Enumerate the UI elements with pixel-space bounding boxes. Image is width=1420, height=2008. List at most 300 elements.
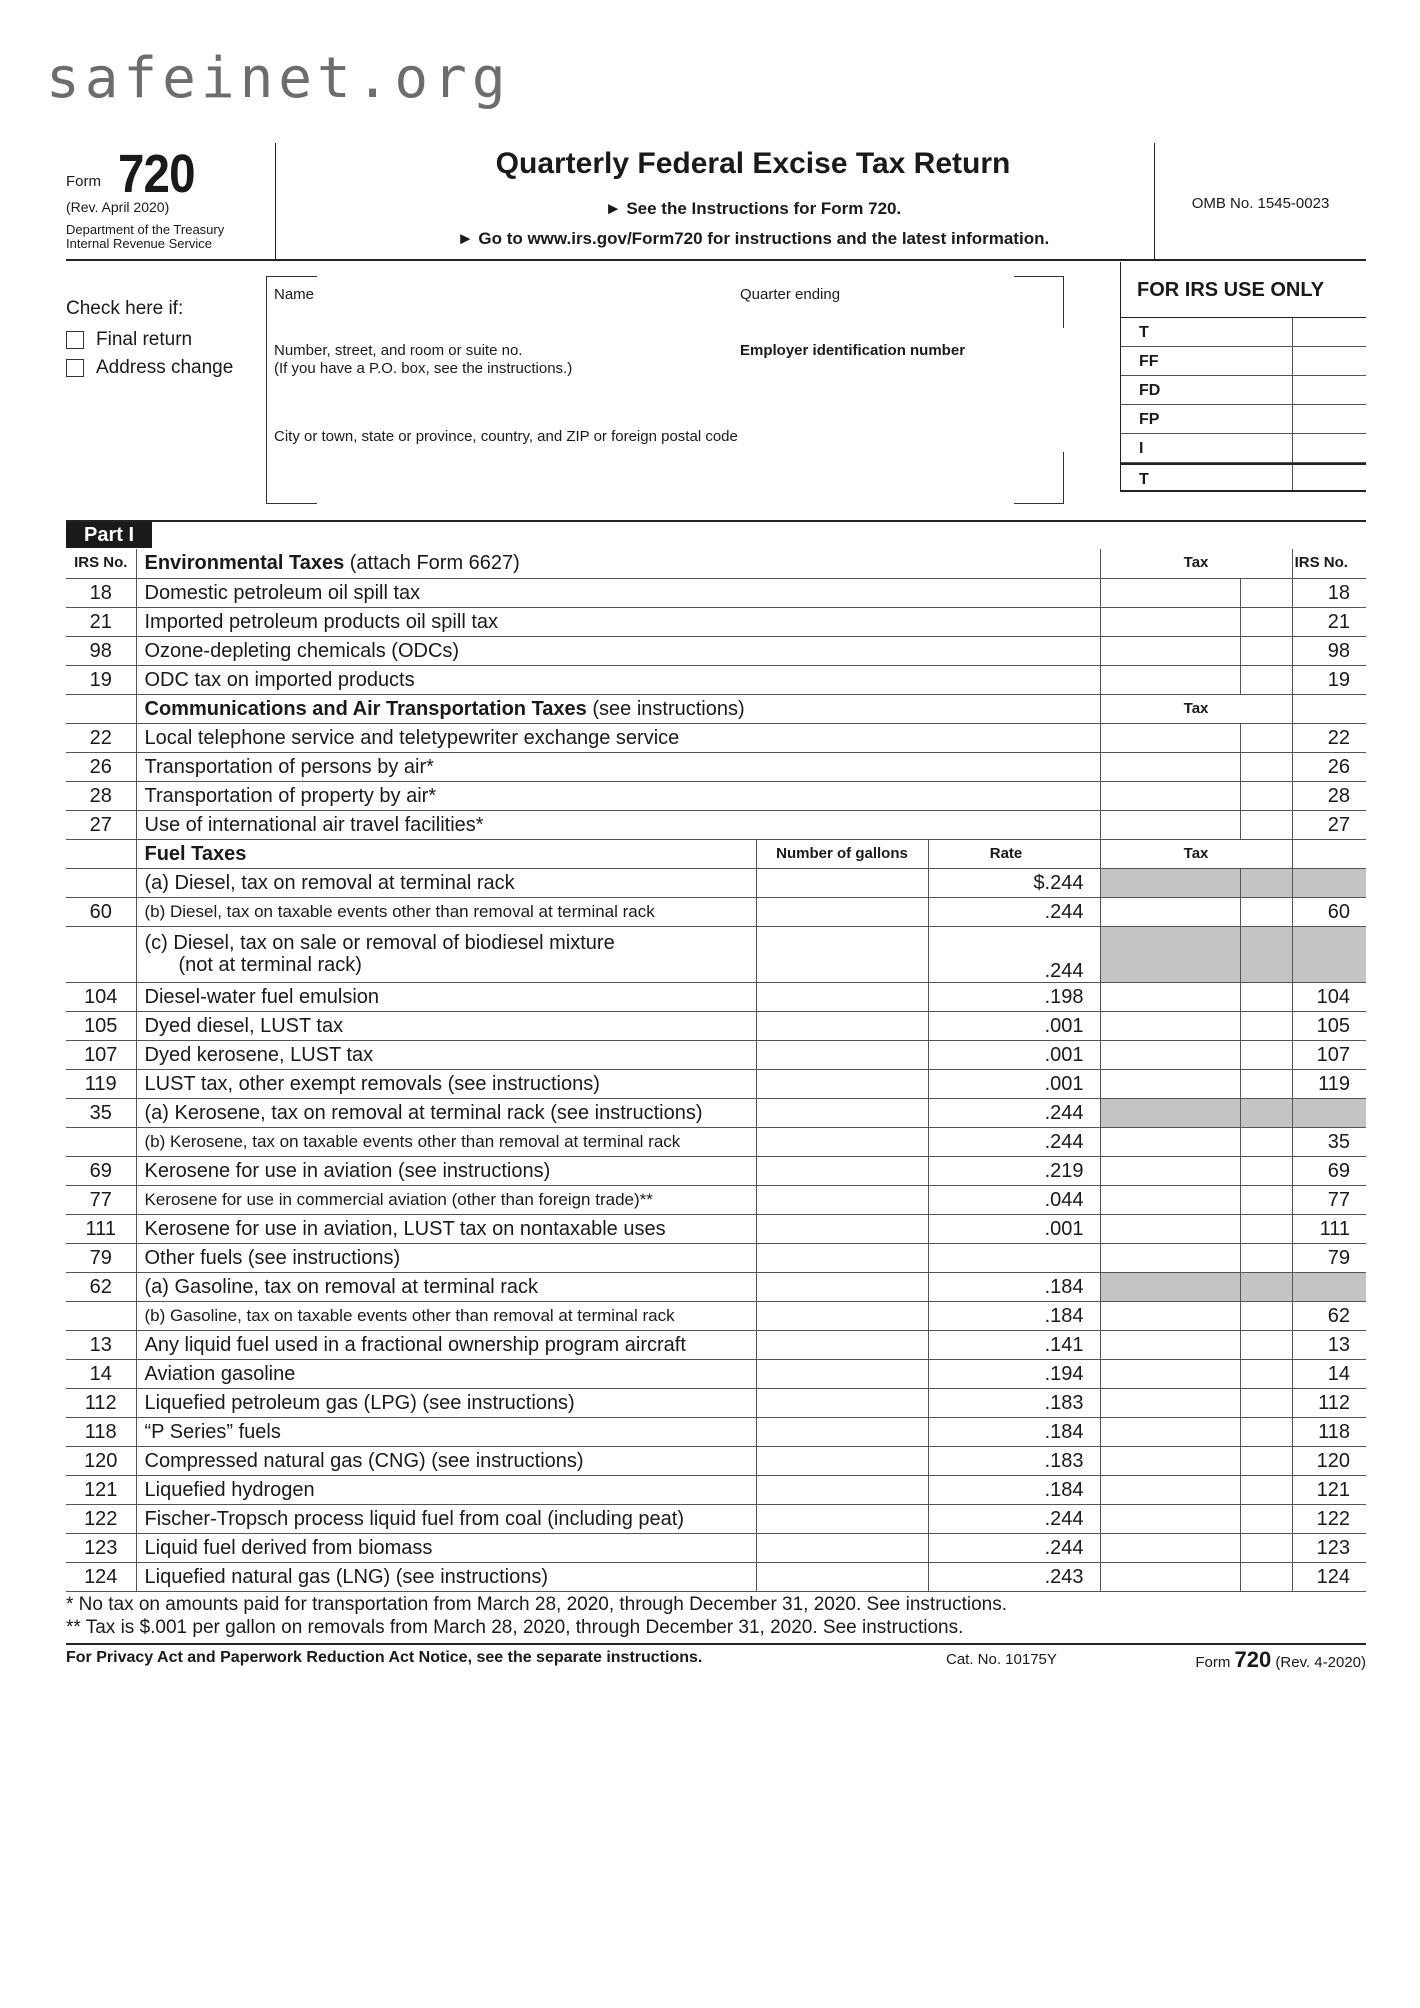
tax-cents-input[interactable] [1240,1214,1292,1243]
irs-code: FF [1121,347,1293,375]
gallons-input[interactable] [756,1562,928,1591]
irs-code-row [1121,376,1366,405]
irs-no-right: 35 [1292,1127,1366,1156]
irs-no-right: 112 [1292,1388,1366,1417]
tax-cents-input[interactable] [1240,810,1292,839]
footnote-2: ** Tax is $.001 per gallon on removals from March 28, 2020, through December 31, 2020. See instructions. [66,1617,964,1638]
irs-no-header-right: IRS No. [1292,549,1366,578]
rate-value: .184 [928,1301,1100,1330]
line-description: Other fuels (see instructions) [144,1246,401,1269]
rate-value: .244 [928,1533,1100,1562]
gallons-input[interactable] [756,1388,928,1417]
tax-cents-input [1240,1272,1292,1301]
line-description: (a) Gasoline, tax on removal at terminal rack [144,1275,538,1298]
irs-code-row [1121,318,1366,347]
irs-no-right: 119 [1292,1069,1366,1098]
tax-cents-input[interactable] [1240,1156,1292,1185]
omb-number: OMB No. 1545-0023 [1191,195,1330,212]
diesel-a-row [66,868,1366,897]
irs-no: 98 [66,636,136,665]
env-row [66,636,1366,665]
rate-value: .198 [928,982,1100,1011]
irs-no: 118 [66,1417,136,1446]
irs-no-right [1292,868,1366,897]
section-note: (see instructions) [586,697,745,720]
tax-input[interactable] [1100,1156,1240,1185]
tax-input[interactable] [1100,578,1240,607]
tax-cents-input [1240,926,1292,982]
irs-no: 112 [66,1388,136,1417]
tax-cents-input[interactable] [1240,1562,1292,1591]
instructions-line2: ► Go to www.irs.gov/Form720 for instructions and the latest information. [456,229,1050,248]
irs-no-right: 107 [1292,1040,1366,1069]
rate-value [928,1243,1100,1272]
gallons-input[interactable] [756,1504,928,1533]
irs-no: 18 [66,578,136,607]
comm-row [66,752,1366,781]
irs-no-right: 123 [1292,1533,1366,1562]
irs-no [66,1127,136,1156]
fuel-row [66,1156,1366,1185]
irs-no-right: 18 [1292,578,1366,607]
irs-no: 111 [66,1214,136,1243]
irs-code: T [1121,318,1293,346]
gallons-input[interactable] [756,1185,928,1214]
tax-cents-input[interactable] [1240,1127,1292,1156]
rate-value: .243 [928,1562,1100,1591]
irs-no: 121 [66,1475,136,1504]
final-return-option[interactable] [66,326,233,354]
tax-cents-input[interactable] [1240,1475,1292,1504]
section-title [136,694,756,723]
gallons-input[interactable] [756,897,928,926]
gallons-input[interactable] [756,1330,928,1359]
comm-row [66,781,1366,810]
irs-no-right: 19 [1292,665,1366,694]
tax-header: Tax [1100,839,1292,868]
irs-no: 28 [66,781,136,810]
section-header [66,694,1366,723]
title-block [278,143,1228,261]
fuel-row [66,1504,1366,1533]
form-id-block [66,143,276,261]
irs-no [66,1301,136,1330]
irs-no: 120 [66,1446,136,1475]
rate-value: .044 [928,1185,1100,1214]
gallons-input[interactable] [756,1359,928,1388]
tax-input[interactable] [1100,810,1240,839]
blank [756,549,1100,578]
tax-input[interactable] [1100,1533,1240,1562]
irs-no: 79 [66,1243,136,1272]
rate-value: .194 [928,1359,1100,1388]
tax-input[interactable] [1100,982,1240,1011]
line-description [136,926,756,982]
tax-cents-input[interactable] [1240,1040,1292,1069]
irs-no-right: 79 [1292,1243,1366,1272]
irs-code: I [1121,434,1293,462]
fuel-row [66,1359,1366,1388]
tax-input[interactable] [1100,781,1240,810]
blank [756,694,1100,723]
env-row [66,665,1366,694]
instructions-line1: ► See the Instructions for Form 720. [604,199,902,218]
irs-code-row [1121,405,1366,434]
irs-no-right: 122 [1292,1504,1366,1533]
part-bar [66,520,1366,546]
irs-no: 119 [66,1069,136,1098]
rate-value: .219 [928,1156,1100,1185]
tax-cents-input [1240,868,1292,897]
irs-no [66,926,136,982]
form-number: 720 [118,144,195,204]
gasoline-b-row [66,1301,1366,1330]
diesel-c-line2: (not at terminal rack) [178,954,362,976]
blank [756,578,1100,607]
section-title-text: Environmental Taxes [144,552,345,575]
tax-input[interactable] [1100,636,1240,665]
address-change-checkbox[interactable] [66,359,84,377]
irs-no: 77 [66,1185,136,1214]
blank [756,752,1100,781]
tax-input[interactable] [1100,1127,1240,1156]
catalog-number: Cat. No. 10175Y [946,1651,1057,1668]
rate-value: .001 [928,1214,1100,1243]
fuel-row [66,1446,1366,1475]
footer-rev: (Rev. 4-2020) [1275,1654,1366,1671]
irs-no: 21 [66,607,136,636]
blank [756,810,1100,839]
tax-cents-input[interactable] [1240,665,1292,694]
line-description: Transportation of property by air* [144,784,437,807]
irs-no: 14 [66,1359,136,1388]
tax-cents-input[interactable] [1240,636,1292,665]
tax-header: Tax [1100,549,1292,578]
gallons-header: Number of gallons [756,839,928,868]
form-header [66,143,1366,261]
tax-table [66,549,1366,1592]
footer-form-word: Form [1195,1654,1231,1671]
department [66,223,224,251]
irs-no: 13 [66,1330,136,1359]
tax-input[interactable] [1100,1040,1240,1069]
line-description: Liquid fuel derived from biomass [144,1536,433,1559]
irs-no: 123 [66,1533,136,1562]
tax-cents-input[interactable] [1240,781,1292,810]
tax-cents-input [1240,1098,1292,1127]
tax-input[interactable] [1100,1069,1240,1098]
fuel-row [66,1214,1366,1243]
irs-no: 19 [66,665,136,694]
fuel-row [66,982,1366,1011]
irs-no: 62 [66,1272,136,1301]
irs-no-header: IRS No. [66,549,136,578]
line-description: Transportation of persons by air* [144,755,434,778]
comm-row [66,723,1366,752]
tax-input [1100,1098,1240,1127]
tax-input[interactable] [1100,752,1240,781]
line-description: Diesel-water fuel emulsion [144,985,380,1008]
line-description: Liquefied natural gas (LNG) (see instructions) [144,1565,549,1588]
rate-value: .244 [928,1504,1100,1533]
privacy-notice: For Privacy Act and Paperwork Reduction Act Notice, see the separate instructions. [66,1649,703,1666]
irs-no: 22 [66,723,136,752]
section-title [136,549,756,578]
part-label: Part I [66,522,152,548]
irs-use-heading: FOR IRS USE ONLY [1121,262,1366,318]
section-title [136,839,756,868]
address-change-label: Address change [96,357,234,378]
check-heading: Check here if: [66,298,184,319]
final-return-checkbox[interactable] [66,331,84,349]
env-row [66,578,1366,607]
tax-cents-input[interactable] [1240,1011,1292,1040]
tax-cents-input[interactable] [1240,897,1292,926]
irs-no-right: 21 [1292,607,1366,636]
gallons-input[interactable] [756,1214,928,1243]
irs-no-right: 69 [1292,1156,1366,1185]
line-description: Fischer-Tropsch process liquid fuel from coal (including peat) [144,1507,684,1530]
tax-cents-input[interactable] [1240,1330,1292,1359]
tax-header: Tax [1100,694,1292,723]
irs-no: 107 [66,1040,136,1069]
tax-input[interactable] [1100,1504,1240,1533]
tax-input[interactable] [1100,1446,1240,1475]
irs-no-right: 124 [1292,1562,1366,1591]
line-description: Kerosene for use in aviation (see instructions) [144,1159,551,1182]
tax-input[interactable] [1100,1359,1240,1388]
line-description: “P Series” fuels [144,1420,281,1443]
form-revision: (Rev. April 2020) [66,199,170,215]
tax-input[interactable] [1100,1011,1240,1040]
irs-no-header-right [1292,839,1366,868]
gallons-input[interactable] [756,1098,928,1127]
address-change-option[interactable] [66,354,233,382]
blank [756,723,1100,752]
gallons-input[interactable] [756,1446,928,1475]
tax-cents-input[interactable] [1240,1185,1292,1214]
irs-no-right [1292,1098,1366,1127]
line-description: Imported petroleum products oil spill tax [144,610,498,633]
city-field[interactable]: City or town, state or province, country, and ZIP or foreign postal code [274,428,738,445]
irs-no [66,868,136,897]
rate-header: Rate [928,839,1100,868]
dept-line1: Department of the Treasury [66,222,225,237]
identification-box [266,276,1064,504]
gallons-input[interactable] [756,1069,928,1098]
quarter-ending-field[interactable]: Quarter ending [740,286,841,303]
tax-input [1100,868,1240,897]
tax-cents-input[interactable] [1240,607,1292,636]
tax-input[interactable] [1100,1388,1240,1417]
gallons-input[interactable] [756,1243,928,1272]
irs-no-right: 111 [1292,1214,1366,1243]
fuel-row [66,1040,1366,1069]
check-block [66,292,233,382]
gallons-input[interactable] [756,1272,928,1301]
tax-cents-input[interactable] [1240,982,1292,1011]
line-description: Local telephone service and teletypewriter exchange service [144,726,680,749]
fuel-row [66,1243,1366,1272]
irs-no-right: 27 [1292,810,1366,839]
tax-input[interactable] [1100,607,1240,636]
line-description: Use of international air travel facilities* [144,813,484,836]
line-description: Any liquid fuel used in a fractional ownership program aircraft [144,1333,686,1356]
blank [756,781,1100,810]
irs-no-right [1292,1272,1366,1301]
irs-no-right: 105 [1292,1011,1366,1040]
tax-input[interactable] [1100,665,1240,694]
gallons-input[interactable] [756,926,928,982]
rate-value: .183 [928,1388,1100,1417]
irs-no: 104 [66,982,136,1011]
street-field[interactable] [274,342,572,378]
tax-input[interactable] [1100,1330,1240,1359]
irs-no: 35 [66,1098,136,1127]
tax-cents-input[interactable] [1240,1301,1292,1330]
tax-input[interactable] [1100,1301,1240,1330]
rate-value: .001 [928,1069,1100,1098]
tax-input [1100,1272,1240,1301]
rate-value: .141 [928,1330,1100,1359]
irs-code-row [1121,434,1366,463]
irs-no: 60 [66,897,136,926]
tax-cents-input[interactable] [1240,578,1292,607]
footnote-1: * No tax on amounts paid for transportation from March 28, 2020, through December 31, 2020. See instructions. [66,1594,1008,1615]
irs-no-right: 14 [1292,1359,1366,1388]
rate-value: .183 [928,1446,1100,1475]
gallons-input[interactable] [756,868,928,897]
blank [756,636,1100,665]
tax-cents-input[interactable] [1240,723,1292,752]
gallons-input[interactable] [756,1156,928,1185]
name-field[interactable]: Name [274,286,315,303]
section-header [66,839,1366,868]
tax-input[interactable] [1100,897,1240,926]
comm-row [66,810,1366,839]
irs-no-right: 22 [1292,723,1366,752]
tax-cents-input[interactable] [1240,1446,1292,1475]
gasoline-a-row [66,1272,1366,1301]
tax-input[interactable] [1100,1417,1240,1446]
diesel-c-line1: (c) Diesel, tax on sale or removal of biodiesel mixture [144,932,615,954]
fuel-row [66,1475,1366,1504]
line-description: Dyed kerosene, LUST tax [144,1043,374,1066]
line-description: (b) Kerosene, tax on taxable events other than removal at terminal rack [144,1131,681,1151]
tax-input [1100,926,1240,982]
gallons-input[interactable] [756,1011,928,1040]
tax-input[interactable] [1100,1562,1240,1591]
ein-field[interactable]: Employer identification number [740,342,966,359]
fuel-row [66,1562,1366,1591]
section-header [66,549,1366,578]
tax-input[interactable] [1100,1185,1240,1214]
irs-code: FD [1121,376,1293,404]
line-description: Dyed diesel, LUST tax [144,1014,344,1037]
rate-value: .184 [928,1475,1100,1504]
street-label: Number, street, and room or suite no. [274,342,523,359]
gallons-input[interactable] [756,1475,928,1504]
irs-no-right: 120 [1292,1446,1366,1475]
line-description: (a) Kerosene, tax on removal at terminal rack (see instructions) [144,1101,703,1124]
irs-no-right: 26 [1292,752,1366,781]
irs-no: 26 [66,752,136,781]
line-description: Kerosene for use in aviation, LUST tax on nontaxable uses [144,1217,666,1240]
line-description: Liquefied hydrogen [144,1478,315,1501]
fuel-row [66,1417,1366,1446]
section-title-text: Communications and Air Transportation Taxes [144,697,587,720]
gallons-input[interactable] [756,982,928,1011]
irs-code-row [1121,463,1366,492]
diesel-b-row [66,897,1366,926]
tax-cents-input[interactable] [1240,1533,1292,1562]
tax-cents-input[interactable] [1240,752,1292,781]
gallons-input[interactable] [756,1417,928,1446]
dept-line2: Internal Revenue Service [66,236,212,251]
final-return-label: Final return [96,329,193,350]
blank [756,607,1100,636]
tax-input[interactable] [1100,1243,1240,1272]
footer-form-number: 720 [1234,1647,1272,1672]
irs-code: T [1121,465,1293,490]
tax-cents-input[interactable] [1240,1504,1292,1533]
diesel-c-row [66,926,1366,982]
line-description: Liquefied petroleum gas (LPG) (see instructions) [144,1391,575,1414]
blank [756,665,1100,694]
irs-no: 69 [66,1156,136,1185]
rate-value: .184 [928,1417,1100,1446]
tax-cents-input[interactable] [1240,1388,1292,1417]
line-description: LUST tax, other exempt removals (see instructions) [144,1072,600,1095]
kerosene-b-row [66,1127,1366,1156]
rate-value: .184 [928,1272,1100,1301]
line-description: Domestic petroleum oil spill tax [144,581,421,604]
irs-no-right: 77 [1292,1185,1366,1214]
env-row [66,607,1366,636]
line-description: (b) Gasoline, tax on taxable events other than removal at terminal rack [144,1305,675,1325]
irs-no-header [66,839,136,868]
tax-input[interactable] [1100,1214,1240,1243]
kerosene-a-row [66,1098,1366,1127]
tax-input[interactable] [1100,723,1240,752]
irs-no-header [66,694,136,723]
rate-value: .244 [928,897,1100,926]
irs-no: 27 [66,810,136,839]
street-note: (If you have a P.O. box, see the instructions.) [274,360,573,377]
tax-cents-input[interactable] [1240,1243,1292,1272]
form-title: Quarterly Federal Excise Tax Return [495,147,1011,180]
irs-no-right: 28 [1292,781,1366,810]
tax-input[interactable] [1100,1475,1240,1504]
rate-value: .244 [928,1127,1100,1156]
irs-use-only [1120,262,1366,492]
irs-no-right: 60 [1292,897,1366,926]
tax-cents-input[interactable] [1240,1069,1292,1098]
gallons-input[interactable] [756,1127,928,1156]
form-word: Form [66,173,101,190]
fuel-row [66,1533,1366,1562]
rate-value: .001 [928,1040,1100,1069]
tax-cents-input[interactable] [1240,1359,1292,1388]
id-bracket-right [1014,276,1064,504]
tax-cents-input[interactable] [1240,1417,1292,1446]
line-description: Compressed natural gas (CNG) (see instructions) [144,1449,584,1472]
irs-no-right: 118 [1292,1417,1366,1446]
gallons-input[interactable] [756,1040,928,1069]
gallons-input[interactable] [756,1301,928,1330]
irs-no-right: 104 [1292,982,1366,1011]
gallons-input[interactable] [756,1533,928,1562]
